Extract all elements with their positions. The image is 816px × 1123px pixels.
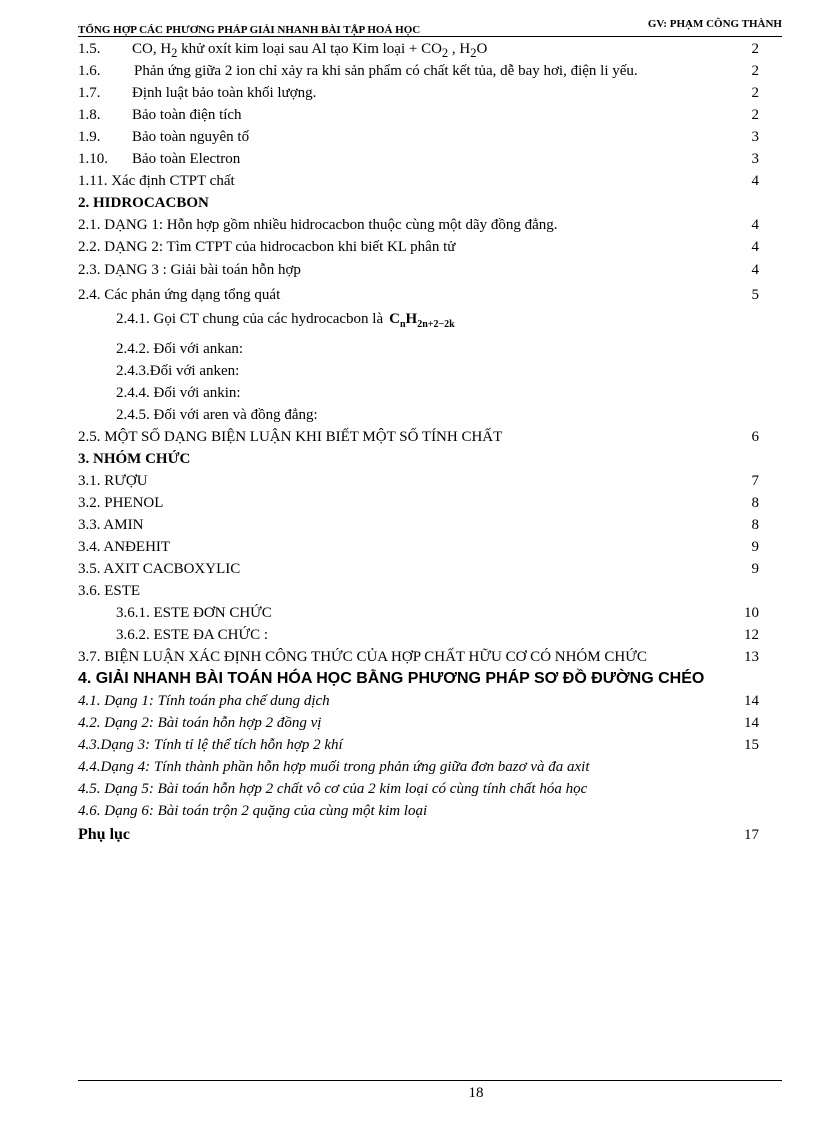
toc-entry — [78, 308, 759, 338]
toc-section-heading — [78, 192, 759, 214]
toc-number: 1.5. — [78, 41, 101, 57]
toc-section-heading — [78, 668, 759, 690]
toc-entry — [78, 170, 759, 192]
toc-number: 1.8. — [78, 107, 101, 123]
toc-page: 4 — [751, 217, 759, 233]
toc-entry — [78, 426, 759, 448]
toc-entry — [78, 712, 759, 734]
toc-number: 1.9. — [78, 129, 101, 145]
toc-entry — [78, 822, 759, 848]
toc-number: 1.10. — [78, 151, 108, 167]
toc-entry — [78, 624, 759, 646]
toc-entry — [78, 148, 759, 170]
table-of-contents — [78, 38, 759, 848]
toc-title: 3. NHÓM CHỨC — [78, 451, 191, 467]
toc-title: 3.7. BIỆN LUẬN XÁC ĐỊNH CÔNG THỨC CỦA HỢP CHẤT HỮU CƠ CÓ NHÓM CHỨC — [78, 649, 647, 665]
toc-title: 3.6.2. ESTE ĐA CHỨC : — [116, 627, 269, 643]
toc-page: 15 — [744, 737, 759, 753]
toc-number: 1.6. — [78, 63, 101, 79]
toc-title: Bảo toàn nguyên tố — [132, 129, 250, 145]
toc-title: 4.3.Dạng 3: Tính tỉ lệ thể tích hỗn hợp 2 khí — [78, 737, 343, 753]
toc-entry — [78, 338, 759, 360]
toc-page: 2 — [751, 107, 759, 123]
toc-page: 5 — [751, 287, 759, 303]
toc-page: 14 — [744, 693, 759, 709]
toc-title: 3.1. RƯỢU — [78, 473, 148, 489]
toc-entry — [78, 778, 759, 800]
toc-page: 3 — [751, 151, 759, 167]
toc-page: 2 — [751, 85, 759, 101]
toc-page: 4 — [751, 173, 759, 189]
toc-entry — [78, 734, 759, 756]
toc-title: Bảo toàn điện tích — [132, 107, 242, 123]
toc-title: 2.4.1. Gọi CT chung của các hydrocacbon là $C_nH_{2n+2-2k}$ — [116, 311, 455, 330]
toc-title: 3.5. AXIT CACBOXYLIC — [78, 561, 241, 577]
toc-title: Bảo toàn Electron — [132, 151, 241, 167]
toc-entry — [78, 470, 759, 492]
toc-page: 9 — [751, 561, 759, 577]
toc-title: 2.4.4. Đối với ankin: — [116, 385, 241, 401]
toc-page: 8 — [751, 517, 759, 533]
toc-title: 4.2. Dạng 2: Bài toán hỗn hợp 2 đồng vị — [78, 715, 322, 731]
toc-page: 6 — [751, 429, 759, 445]
toc-title: 4.6. Dạng 6: Bài toán trộn 2 quặng của cùng một kim loại — [78, 803, 428, 819]
toc-page: 4 — [751, 262, 759, 278]
toc-number: 1.7. — [78, 85, 101, 101]
toc-title: 2.3. DẠNG 3 : Giải bài toán hỗn hợp — [78, 262, 301, 278]
toc-section-heading — [78, 448, 759, 470]
toc-page: 7 — [751, 473, 759, 489]
toc-title: 3.6.1. ESTE ĐƠN CHỨC — [116, 605, 272, 621]
toc-page: 10 — [744, 605, 759, 621]
toc-entry — [78, 214, 759, 236]
toc-title: 1.11. Xác định CTPT chất — [78, 173, 235, 189]
header-author: GV: PHẠM CÔNG THÀNH — [647, 18, 782, 30]
toc-entry — [78, 258, 759, 283]
toc-entry — [78, 800, 759, 822]
header-title: TỔNG HỢP CÁC PHƯƠNG PHÁP GIẢI NHANH BÀI TẬP HOÁ HỌC — [78, 24, 421, 36]
toc-title: CO, $H_2$ khử oxít kim loại sau Al tạo Kim loại + $CO_2$ , $H_2O$ — [132, 41, 488, 60]
toc-entry — [78, 82, 759, 104]
toc-entry — [78, 580, 759, 602]
toc-title: 4.4.Dạng 4: Tính thành phần hỗn hợp muối trong phản ứng giữa đơn bazơ và đa axit — [78, 759, 590, 775]
footer-divider — [78, 1080, 782, 1081]
toc-page: 2 — [751, 63, 759, 79]
header-divider — [78, 36, 782, 37]
toc-entry — [78, 492, 759, 514]
toc-title: Định luật bảo toàn khối lượng. — [132, 85, 317, 101]
toc-title: 3.4. ANĐEHIT — [78, 539, 171, 555]
toc-title: Phản ứng giữa 2 ion chỉ xảy ra khi sản phẩm có chất kết tủa, dễ bay hơi, điện li yếu. — [134, 63, 638, 79]
general-formula: $C_nH_{2n+2-2k}$ — [389, 311, 455, 330]
toc-title: 2.1. DẠNG 1: Hỗn hợp gồm nhiều hidrocacbon thuộc cùng một dãy đồng đẳng. — [78, 217, 558, 233]
toc-entry — [78, 404, 759, 426]
toc-entry — [78, 382, 759, 404]
toc-page: 14 — [744, 715, 759, 731]
toc-title: 2.4.3.Đối với anken: — [116, 363, 240, 379]
toc-title: 2.2. DẠNG 2: Tìm CTPT của hidrocacbon khi biết KL phân tử — [78, 239, 456, 255]
page-header — [78, 18, 782, 36]
toc-title: Phụ lục — [78, 826, 131, 843]
toc-entry — [78, 690, 759, 712]
toc-title: 3.2. PHENOL — [78, 495, 164, 511]
toc-page: 4 — [751, 239, 759, 255]
toc-entry — [78, 104, 759, 126]
toc-entry — [78, 236, 759, 258]
toc-entry — [78, 602, 759, 624]
toc-page: 8 — [751, 495, 759, 511]
page-number: 18 — [468, 1085, 484, 1101]
toc-page: 17 — [744, 827, 759, 843]
toc-entry — [78, 756, 759, 778]
toc-entry — [78, 360, 759, 382]
toc-title: 2.4. Các phản ứng dạng tổng quát — [78, 287, 281, 303]
toc-page: 3 — [751, 129, 759, 145]
toc-entry — [78, 283, 759, 308]
toc-title: 3.3. AMIN — [78, 517, 144, 533]
toc-title: 2.4.5. Đối với aren và đồng đẳng: — [116, 407, 318, 423]
toc-title: 2. HIDROCACBON — [78, 195, 209, 211]
toc-entry — [78, 536, 759, 558]
toc-title: 2.5. MỘT SỐ DẠNG BIỆN LUẬN KHI BIẾT MỘT SỐ TÍNH CHẤT — [78, 429, 503, 445]
toc-page: 13 — [744, 649, 759, 665]
toc-entry — [78, 60, 759, 82]
toc-entry — [78, 38, 759, 60]
toc-page: 9 — [751, 539, 759, 555]
toc-title: 4.1. Dạng 1: Tính toán pha chế dung dịch — [78, 693, 330, 709]
toc-entry — [78, 558, 759, 580]
toc-title: 3.6. ESTE — [78, 583, 141, 599]
toc-page: 2 — [751, 41, 759, 57]
toc-page: 12 — [744, 627, 759, 643]
toc-title: 4.5. Dạng 5: Bài toán hỗn hợp 2 chất vô cơ của 2 kim loại có cùng tính chất hóa học — [78, 781, 588, 797]
toc-title: 2.4.2. Đối với ankan: — [116, 341, 244, 357]
toc-entry — [78, 646, 759, 668]
toc-entry — [78, 126, 759, 148]
toc-title: 4. GIẢI NHANH BÀI TOÁN HÓA HỌC BẰNG PHƯƠNG PHÁP SƠ ĐỒ ĐƯỜNG CHÉO — [78, 670, 705, 687]
toc-entry — [78, 514, 759, 536]
